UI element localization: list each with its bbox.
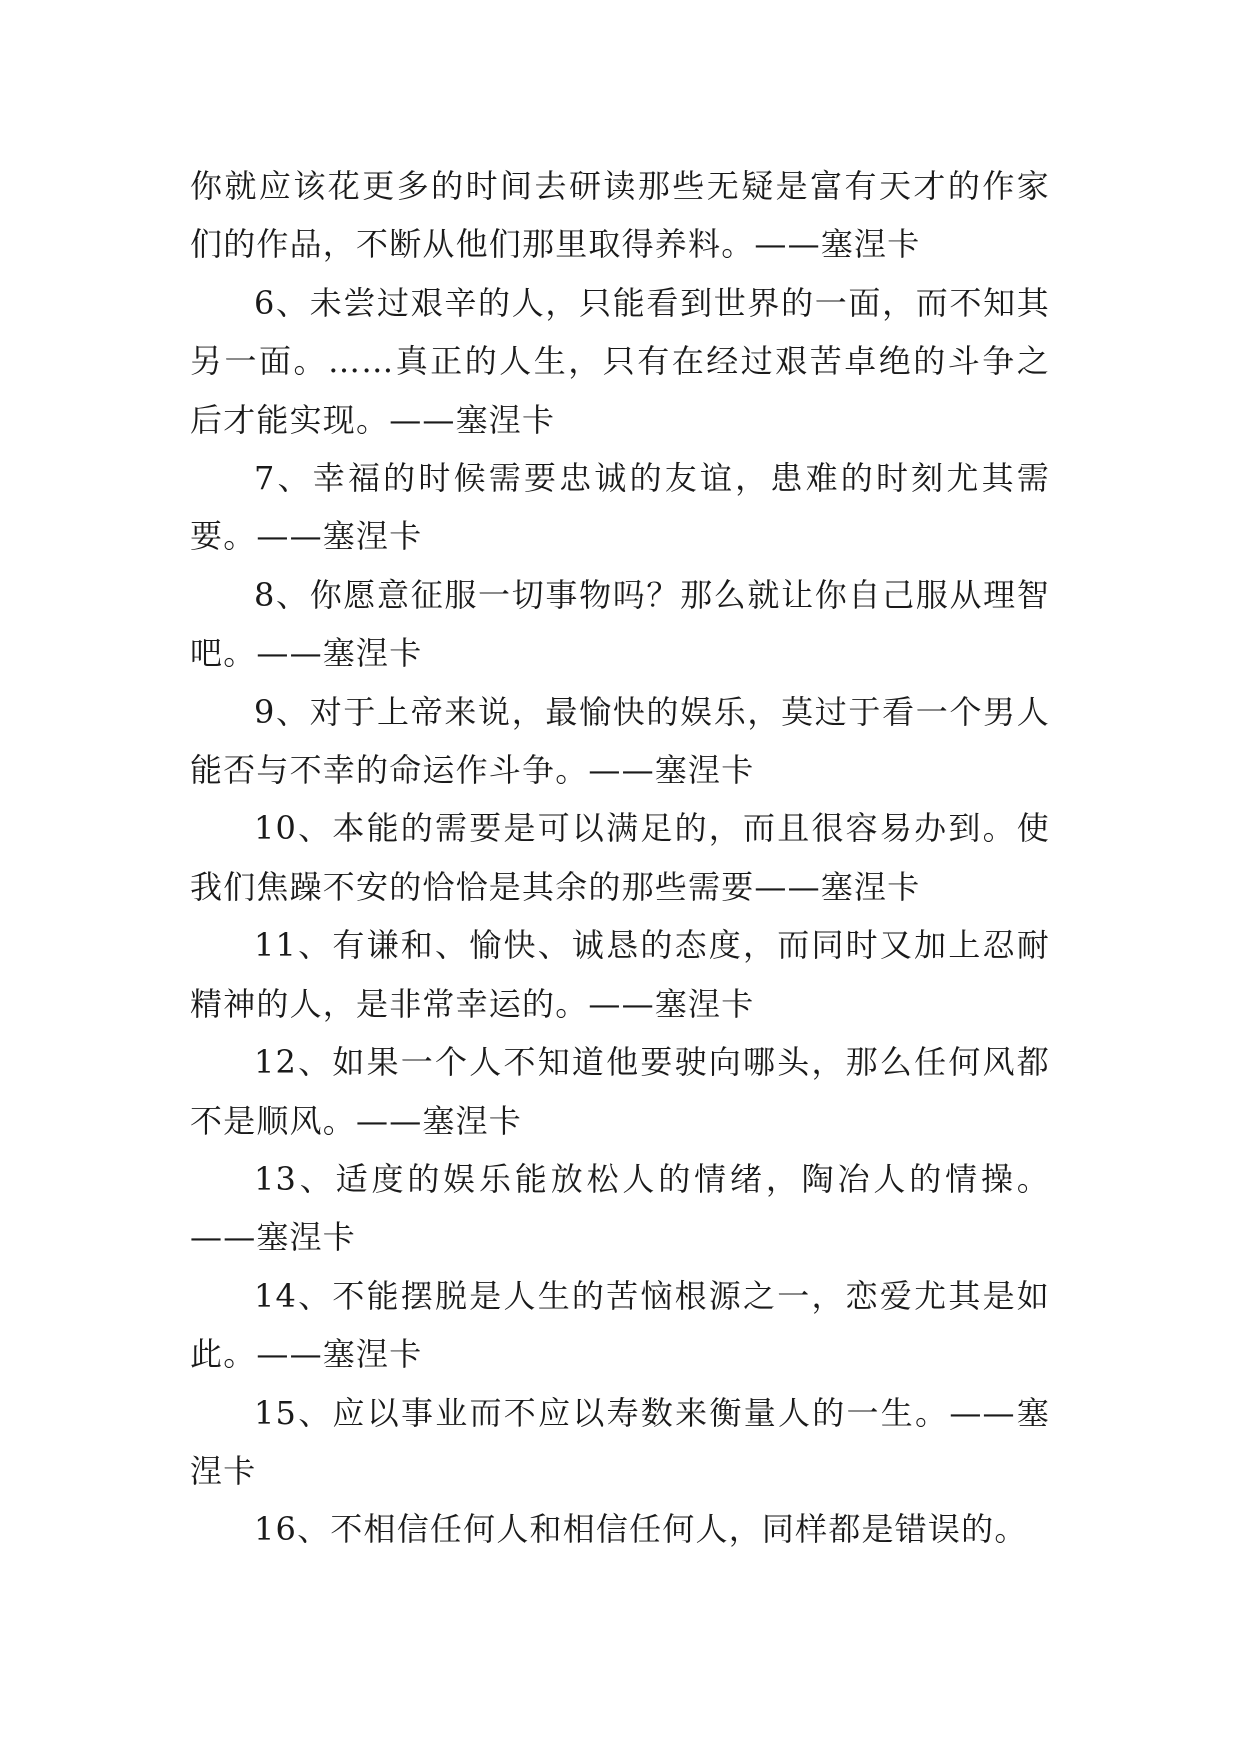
quote-10: 10、本能的需要是可以满足的，而且很容易办到。使我们焦躁不安的恰恰是其余的那些需要——塞涅卡 [190,809,1050,906]
quote-14: 14、不能摆脱是人生的苦恼根源之一，恋爱尤其是如此。——塞涅卡 [190,1276,1050,1374]
quote-16: 16、不相信任何人和相信任何人，同样都是错误的。 [254,1510,1028,1549]
quote-7: 7、幸福的时候需要忠诚的友谊，患难的时刻尤其需要。——塞涅卡 [190,459,1050,556]
quote-6: 6、未尝过艰辛的人，只能看到世界的一面，而不知其另一面。……真正的人生，只有在经过艰苦卓绝的斗争之后才能实现。——塞涅卡 [190,283,1050,439]
quote-12: 12、如果一个人不知道他要驶向哪头，那么任何风都不是顺风。——塞涅卡 [190,1043,1050,1140]
document-body [190,157,1050,1559]
quote-11: 11、有谦和、愉快、诚恳的态度，而同时又加上忍耐精神的人，是非常幸运的。——塞涅卡 [190,926,1050,1023]
quote-13: 13、适度的娱乐能放松人的情绪，陶冶人的情操。——塞涅卡 [190,1159,1050,1257]
quote-15: 15、应以事业而不应以寿数来衡量人的一生。——塞涅卡 [190,1393,1050,1490]
quote-8: 8、你愿意征服一切事物吗？那么就让你自己服从理智吧。——塞涅卡 [190,575,1050,673]
paragraph-continuation: 你就应该花更多的时间去研读那些无疑是富有天才的作家们的作品，不断从他们那里取得养料。——塞涅卡 [190,167,1050,264]
quote-9: 9、对于上帝来说，最愉快的娱乐，莫过于看一个男人能否与不幸的命运作斗争。——塞涅卡 [190,692,1050,790]
